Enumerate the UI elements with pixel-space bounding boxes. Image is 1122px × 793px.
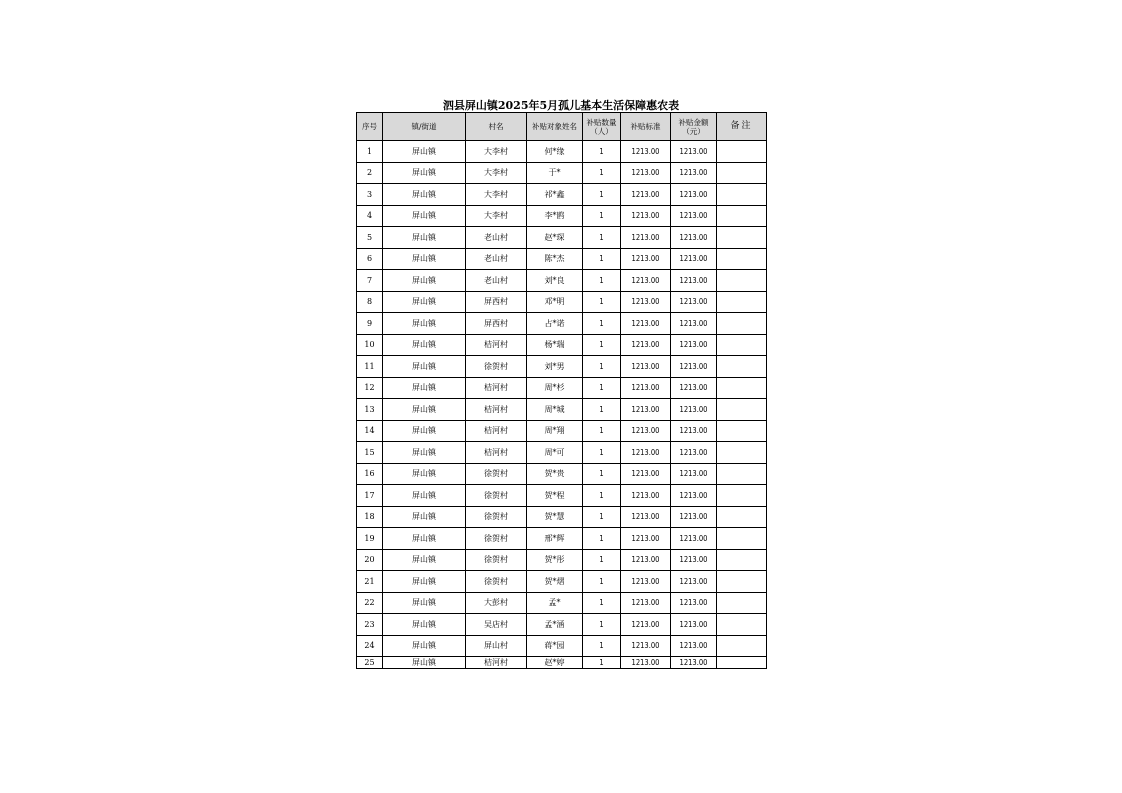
cell-amount: 1213.00	[671, 614, 717, 636]
cell-seq: 9	[357, 313, 383, 335]
cell-notes	[717, 399, 767, 421]
cell-notes	[717, 635, 767, 657]
cell-name: 贺*慧	[527, 506, 583, 528]
table-row	[357, 356, 767, 378]
cell-village: 桔河村	[466, 442, 527, 464]
cell-name: 占*诺	[527, 313, 583, 335]
cell-name: 刘*良	[527, 270, 583, 292]
cell-standard: 1213.00	[621, 162, 671, 184]
cell-notes	[717, 657, 767, 669]
cell-town: 屏山镇	[383, 377, 466, 399]
header-village: 村名	[466, 113, 527, 141]
cell-standard: 1213.00	[621, 442, 671, 464]
cell-name: 邢*辉	[527, 528, 583, 550]
cell-amount: 1213.00	[671, 506, 717, 528]
cell-seq: 18	[357, 506, 383, 528]
cell-village: 大彭村	[466, 592, 527, 614]
cell-town: 屏山镇	[383, 571, 466, 593]
cell-name: 李*鸥	[527, 205, 583, 227]
cell-amount: 1213.00	[671, 442, 717, 464]
cell-amount: 1213.00	[671, 549, 717, 571]
cell-amount: 1213.00	[671, 270, 717, 292]
cell-seq: 13	[357, 399, 383, 421]
cell-notes	[717, 442, 767, 464]
cell-standard: 1213.00	[621, 528, 671, 550]
cell-village: 大李村	[466, 205, 527, 227]
cell-name: 祁*鑫	[527, 184, 583, 206]
cell-standard: 1213.00	[621, 592, 671, 614]
cell-seq: 16	[357, 463, 383, 485]
cell-notes	[717, 184, 767, 206]
cell-notes	[717, 141, 767, 163]
cell-name: 贺*贵	[527, 463, 583, 485]
cell-standard: 1213.00	[621, 184, 671, 206]
cell-amount: 1213.00	[671, 571, 717, 593]
cell-name: 赵*琛	[527, 227, 583, 249]
cell-seq: 15	[357, 442, 383, 464]
cell-amount: 1213.00	[671, 313, 717, 335]
cell-name: 蒋*园	[527, 635, 583, 657]
cell-count: 1	[583, 377, 621, 399]
cell-village: 徐贺村	[466, 506, 527, 528]
cell-name: 邓*明	[527, 291, 583, 313]
cell-name: 陈*杰	[527, 248, 583, 270]
cell-amount: 1213.00	[671, 420, 717, 442]
table-body	[357, 141, 767, 669]
cell-town: 屏山镇	[383, 485, 466, 507]
cell-standard: 1213.00	[621, 485, 671, 507]
cell-town: 屏山镇	[383, 399, 466, 421]
table-row	[357, 571, 767, 593]
header-seq: 序号	[357, 113, 383, 141]
cell-count: 1	[583, 205, 621, 227]
cell-notes	[717, 485, 767, 507]
cell-amount: 1213.00	[671, 334, 717, 356]
table-row	[357, 442, 767, 464]
header-name: 补贴对象姓名	[527, 113, 583, 141]
cell-seq: 1	[357, 141, 383, 163]
cell-notes	[717, 248, 767, 270]
cell-town: 屏山镇	[383, 463, 466, 485]
cell-count: 1	[583, 528, 621, 550]
table-row	[357, 291, 767, 313]
cell-seq: 24	[357, 635, 383, 657]
cell-village: 桔河村	[466, 399, 527, 421]
cell-village: 徐贺村	[466, 571, 527, 593]
cell-standard: 1213.00	[621, 270, 671, 292]
cell-village: 吴店村	[466, 614, 527, 636]
cell-standard: 1213.00	[621, 205, 671, 227]
cell-seq: 4	[357, 205, 383, 227]
cell-name: 周*可	[527, 442, 583, 464]
cell-amount: 1213.00	[671, 356, 717, 378]
cell-standard: 1213.00	[621, 420, 671, 442]
header-amount: 补贴金额（元）	[671, 113, 717, 141]
cell-seq: 7	[357, 270, 383, 292]
cell-notes	[717, 506, 767, 528]
cell-notes	[717, 592, 767, 614]
cell-village: 桔河村	[466, 420, 527, 442]
cell-town: 屏山镇	[383, 227, 466, 249]
table-row	[357, 313, 767, 335]
cell-count: 1	[583, 592, 621, 614]
cell-amount: 1213.00	[671, 248, 717, 270]
cell-standard: 1213.00	[621, 657, 671, 669]
cell-notes	[717, 227, 767, 249]
cell-town: 屏山镇	[383, 592, 466, 614]
cell-name: 何*缘	[527, 141, 583, 163]
cell-seq: 21	[357, 571, 383, 593]
table-row	[357, 614, 767, 636]
cell-notes	[717, 334, 767, 356]
cell-standard: 1213.00	[621, 614, 671, 636]
header-notes: 备注	[717, 113, 767, 141]
cell-town: 屏山镇	[383, 141, 466, 163]
cell-seq: 25	[357, 657, 383, 669]
cell-amount: 1213.00	[671, 592, 717, 614]
table-row	[357, 420, 767, 442]
cell-village: 屏西村	[466, 291, 527, 313]
cell-notes	[717, 356, 767, 378]
cell-town: 屏山镇	[383, 162, 466, 184]
cell-count: 1	[583, 442, 621, 464]
cell-notes	[717, 270, 767, 292]
cell-village: 桔河村	[466, 657, 527, 669]
table-row	[357, 248, 767, 270]
cell-village: 桔河村	[466, 334, 527, 356]
cell-village: 徐贺村	[466, 485, 527, 507]
cell-amount: 1213.00	[671, 227, 717, 249]
cell-seq: 19	[357, 528, 383, 550]
cell-count: 1	[583, 399, 621, 421]
cell-town: 屏山镇	[383, 657, 466, 669]
cell-count: 1	[583, 635, 621, 657]
table-row	[357, 227, 767, 249]
cell-count: 1	[583, 227, 621, 249]
cell-count: 1	[583, 313, 621, 335]
cell-count: 1	[583, 549, 621, 571]
cell-village: 老山村	[466, 227, 527, 249]
cell-town: 屏山镇	[383, 635, 466, 657]
cell-standard: 1213.00	[621, 377, 671, 399]
cell-count: 1	[583, 463, 621, 485]
cell-notes	[717, 291, 767, 313]
cell-notes	[717, 463, 767, 485]
cell-name: 孟*涵	[527, 614, 583, 636]
cell-standard: 1213.00	[621, 571, 671, 593]
table-row	[357, 205, 767, 227]
cell-seq: 23	[357, 614, 383, 636]
cell-count: 1	[583, 334, 621, 356]
cell-count: 1	[583, 356, 621, 378]
cell-standard: 1213.00	[621, 248, 671, 270]
cell-notes	[717, 420, 767, 442]
cell-count: 1	[583, 614, 621, 636]
table-row	[357, 270, 767, 292]
cell-standard: 1213.00	[621, 227, 671, 249]
cell-seq: 3	[357, 184, 383, 206]
cell-standard: 1213.00	[621, 334, 671, 356]
subsidy-table	[356, 112, 767, 669]
cell-notes	[717, 377, 767, 399]
table-row	[357, 635, 767, 657]
cell-village: 屏山村	[466, 635, 527, 657]
cell-name: 杨*瑞	[527, 334, 583, 356]
cell-town: 屏山镇	[383, 270, 466, 292]
header-count: 补贴数量（人）	[583, 113, 621, 141]
header-standard: 补贴标准	[621, 113, 671, 141]
cell-seq: 22	[357, 592, 383, 614]
cell-village: 大李村	[466, 184, 527, 206]
cell-town: 屏山镇	[383, 356, 466, 378]
cell-notes	[717, 549, 767, 571]
cell-notes	[717, 571, 767, 593]
cell-seq: 6	[357, 248, 383, 270]
cell-notes	[717, 614, 767, 636]
cell-town: 屏山镇	[383, 291, 466, 313]
cell-name: 周*杉	[527, 377, 583, 399]
table-row	[357, 549, 767, 571]
cell-town: 屏山镇	[383, 442, 466, 464]
cell-town: 屏山镇	[383, 248, 466, 270]
cell-village: 桔河村	[466, 377, 527, 399]
cell-seq: 12	[357, 377, 383, 399]
cell-name: 周*翔	[527, 420, 583, 442]
cell-standard: 1213.00	[621, 141, 671, 163]
cell-count: 1	[583, 141, 621, 163]
cell-notes	[717, 313, 767, 335]
table-row	[357, 334, 767, 356]
cell-town: 屏山镇	[383, 506, 466, 528]
cell-town: 屏山镇	[383, 205, 466, 227]
cell-name: 贺*熠	[527, 571, 583, 593]
table-row	[357, 463, 767, 485]
cell-town: 屏山镇	[383, 313, 466, 335]
cell-village: 徐贺村	[466, 463, 527, 485]
cell-amount: 1213.00	[671, 291, 717, 313]
cell-name: 于*	[527, 162, 583, 184]
cell-amount: 1213.00	[671, 657, 717, 669]
cell-seq: 11	[357, 356, 383, 378]
cell-name: 周*城	[527, 399, 583, 421]
cell-town: 屏山镇	[383, 420, 466, 442]
cell-count: 1	[583, 291, 621, 313]
cell-amount: 1213.00	[671, 485, 717, 507]
cell-seq: 20	[357, 549, 383, 571]
table-row	[357, 141, 767, 163]
cell-village: 大李村	[466, 141, 527, 163]
cell-name: 刘*男	[527, 356, 583, 378]
document-title: 泗县屏山镇2025年5月孤儿基本生活保障惠农表	[442, 99, 680, 112]
cell-amount: 1213.00	[671, 463, 717, 485]
cell-standard: 1213.00	[621, 549, 671, 571]
cell-village: 屏西村	[466, 313, 527, 335]
table-row	[357, 399, 767, 421]
cell-seq: 8	[357, 291, 383, 313]
cell-seq: 5	[357, 227, 383, 249]
table-row	[357, 506, 767, 528]
cell-standard: 1213.00	[621, 313, 671, 335]
table-row	[357, 184, 767, 206]
table-header-row	[357, 113, 767, 141]
cell-village: 徐贺村	[466, 549, 527, 571]
table-row	[357, 528, 767, 550]
cell-notes	[717, 528, 767, 550]
cell-seq: 2	[357, 162, 383, 184]
cell-amount: 1213.00	[671, 184, 717, 206]
table-row	[357, 592, 767, 614]
cell-seq: 14	[357, 420, 383, 442]
table-row	[357, 657, 767, 669]
cell-notes	[717, 205, 767, 227]
cell-count: 1	[583, 420, 621, 442]
cell-amount: 1213.00	[671, 399, 717, 421]
cell-name: 贺*程	[527, 485, 583, 507]
cell-village: 徐贺村	[466, 528, 527, 550]
cell-count: 1	[583, 571, 621, 593]
cell-seq: 10	[357, 334, 383, 356]
cell-count: 1	[583, 506, 621, 528]
cell-amount: 1213.00	[671, 141, 717, 163]
cell-standard: 1213.00	[621, 635, 671, 657]
table-row	[357, 377, 767, 399]
table-row	[357, 485, 767, 507]
cell-standard: 1213.00	[621, 356, 671, 378]
cell-village: 老山村	[466, 248, 527, 270]
cell-standard: 1213.00	[621, 399, 671, 421]
cell-standard: 1213.00	[621, 506, 671, 528]
cell-count: 1	[583, 248, 621, 270]
cell-count: 1	[583, 657, 621, 669]
cell-town: 屏山镇	[383, 614, 466, 636]
cell-count: 1	[583, 270, 621, 292]
cell-standard: 1213.00	[621, 291, 671, 313]
cell-notes	[717, 162, 767, 184]
cell-amount: 1213.00	[671, 205, 717, 227]
cell-name: 孟*	[527, 592, 583, 614]
cell-seq: 17	[357, 485, 383, 507]
cell-village: 老山村	[466, 270, 527, 292]
cell-town: 屏山镇	[383, 549, 466, 571]
header-town: 镇/街道	[383, 113, 466, 141]
cell-count: 1	[583, 162, 621, 184]
cell-town: 屏山镇	[383, 528, 466, 550]
cell-amount: 1213.00	[671, 377, 717, 399]
cell-town: 屏山镇	[383, 334, 466, 356]
cell-town: 屏山镇	[383, 184, 466, 206]
cell-count: 1	[583, 485, 621, 507]
table-row	[357, 162, 767, 184]
cell-standard: 1213.00	[621, 463, 671, 485]
cell-name: 赵*婷	[527, 657, 583, 669]
cell-amount: 1213.00	[671, 635, 717, 657]
cell-village: 徐贺村	[466, 356, 527, 378]
cell-count: 1	[583, 184, 621, 206]
cell-name: 贺*彤	[527, 549, 583, 571]
cell-village: 大李村	[466, 162, 527, 184]
cell-amount: 1213.00	[671, 162, 717, 184]
cell-amount: 1213.00	[671, 528, 717, 550]
